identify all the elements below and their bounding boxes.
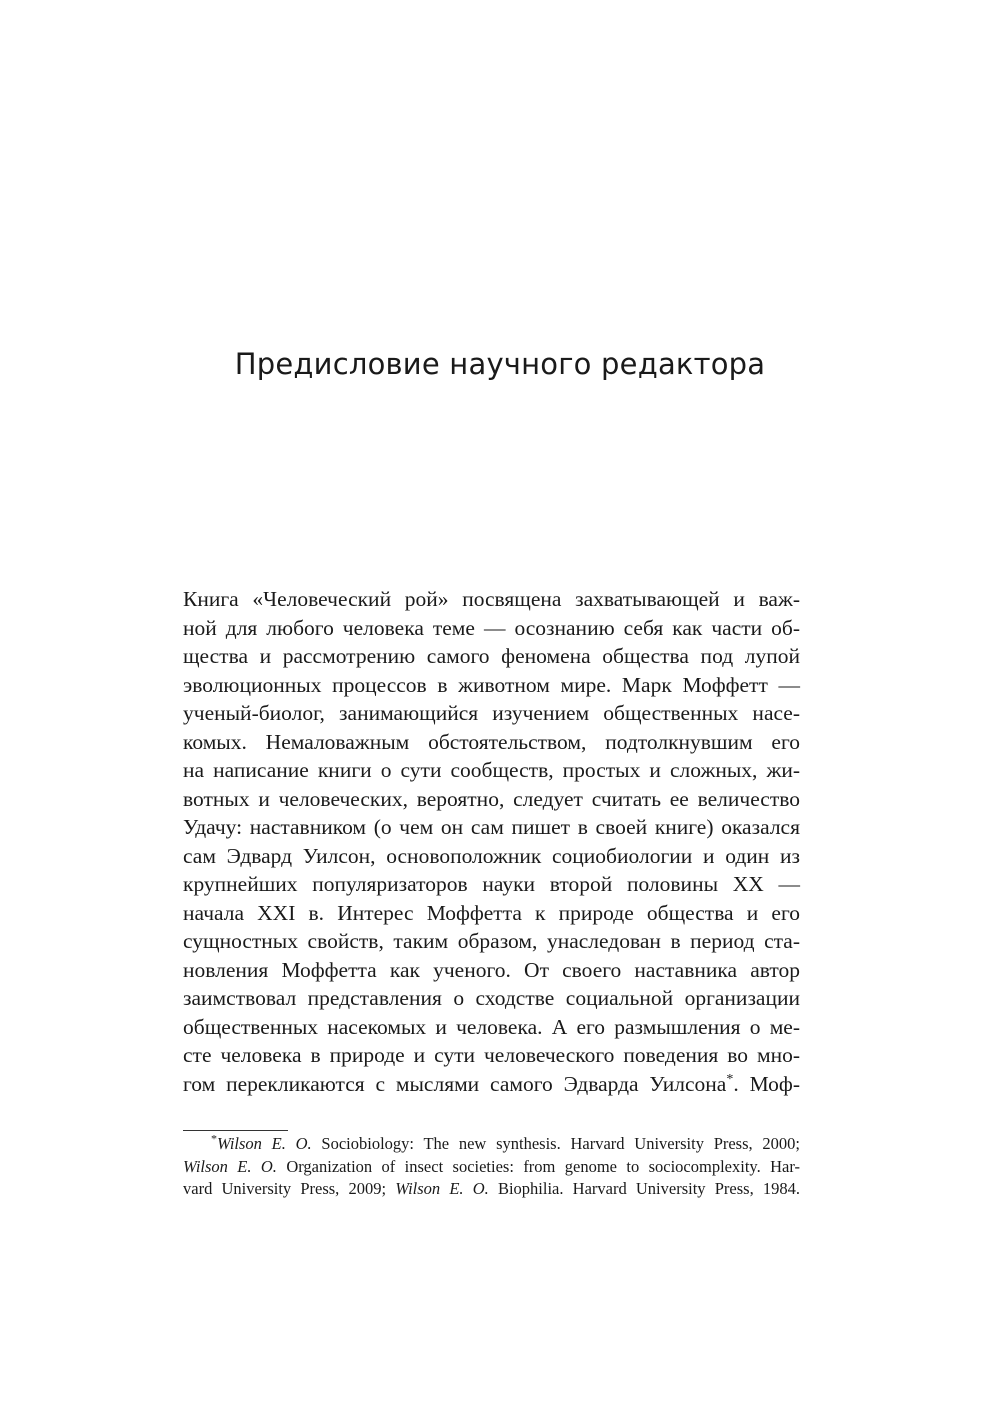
paragraph-line: начала XXI в. Интерес Моффетта к природе общества и его xyxy=(183,900,800,925)
paragraph-line: крупнейших популяризаторов науки второй половины XX — xyxy=(183,872,800,896)
footnote-line xyxy=(183,1156,800,1179)
paragraph-line: Удачу: наставником (о чем он сам пишет в своей книге) оказался xyxy=(183,815,800,839)
footnote xyxy=(183,1133,800,1201)
body-paragraph xyxy=(183,585,800,1098)
paragraph-line: ученый-биолог, занимающийся изучением общественных насе- xyxy=(183,701,800,725)
footnote-line xyxy=(183,1178,800,1201)
paragraph-line: общественных насекомых и человека. А его размышления о ме- xyxy=(183,1014,800,1039)
footnote-author: Wilson E. O. xyxy=(217,1134,312,1153)
footnote-line xyxy=(183,1133,800,1156)
paragraph-last-text: гом перекликаются с мыслями самого Эдварда Уилсона xyxy=(183,1071,727,1096)
paragraph-last-tail: . Моф- xyxy=(733,1071,800,1096)
paragraph-line: Книга «Человеческий рой» посвящена захватывающей и важ- xyxy=(183,587,800,611)
paragraph-line-last xyxy=(183,1070,800,1099)
footnote-mark: * xyxy=(211,1131,217,1146)
footnote-text: Biophilia. Harvard University Press, 1984. xyxy=(488,1179,800,1198)
paragraph-line: вотных и человеческих, вероятно, следует считать ее величество xyxy=(183,786,800,811)
paragraph-line: на написание книги о сути сообществ, простых и сложных, жи- xyxy=(183,758,800,782)
footnote-text: Organization of insect societies: from genome to sociocomplexity. Har- xyxy=(276,1156,800,1176)
paragraph-line: сам Эдвард Уилсон, основоположник социобиологии и один из xyxy=(183,843,800,868)
page-title: Предисловие научного редактора xyxy=(234,347,766,381)
paragraph-line: эволюционных процессов в животном мире. Марк Моффетт — xyxy=(183,672,800,697)
footnote-reference-mark[interactable]: * xyxy=(726,1071,734,1087)
footnote-text: vard University Press, 2009; xyxy=(183,1179,396,1198)
paragraph-line: сущностных свойств, таким образом, унаследован в период ста- xyxy=(183,929,800,953)
paragraph-line: новления Моффетта как ученого. От своего наставника автор xyxy=(183,957,800,982)
paragraph-line: комых. Немаловажным обстоятельством, подтолкнувшим его xyxy=(183,729,800,754)
paragraph-line: ной для любого человека теме — осознанию себя как части об- xyxy=(183,615,800,640)
footnote-author: Wilson E. O. xyxy=(183,1156,277,1176)
paragraph-line: заимствовал представления о сходстве социальной организации xyxy=(183,986,800,1010)
paragraph-line: щества и рассмотрению самого феномена общества под лупой xyxy=(183,644,800,668)
footnote-author: Wilson E. O. xyxy=(395,1179,489,1198)
footnote-text: Sociobiology: The new synthesis. Harvard University Press, 2000; xyxy=(311,1134,800,1153)
paragraph-line: сте человека в природе и сути человеческого поведения во мно- xyxy=(183,1043,800,1067)
footnote-divider xyxy=(183,1130,288,1131)
